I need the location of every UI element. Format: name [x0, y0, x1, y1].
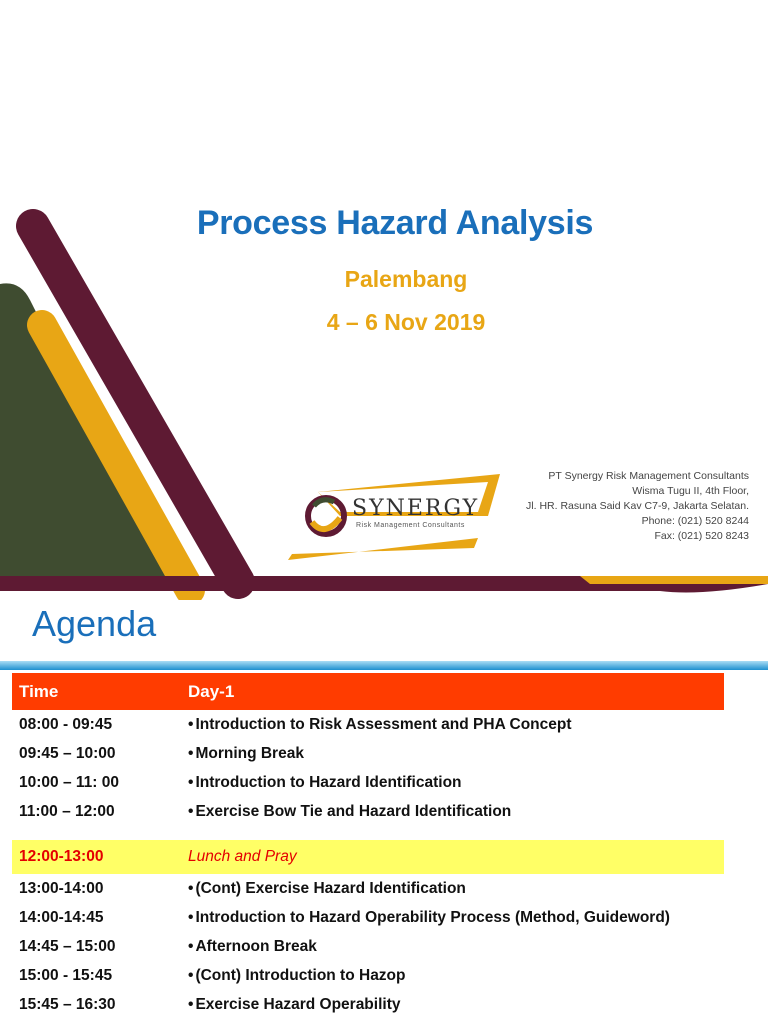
table-row — [12, 710, 724, 739]
agenda-divider — [0, 661, 768, 670]
gold-bottom-accent — [580, 576, 768, 584]
address-line: Phone: (021) 520 8244 — [641, 515, 749, 527]
row-time: 14:00-14:45 — [19, 908, 104, 926]
lunch-row — [12, 840, 724, 874]
row-time: 13:00-14:00 — [19, 879, 104, 897]
row-spacer — [12, 826, 724, 840]
table-row — [12, 739, 724, 768]
row-event: • Morning Break — [181, 739, 724, 768]
row-time: 15:00 - 15:45 — [19, 966, 113, 984]
address-line: Fax: (021) 520 8243 — [654, 530, 749, 542]
company-address — [526, 469, 749, 544]
address-line: Wisma Tugu II, 4th Floor, — [632, 485, 749, 497]
row-event: • Introduction to Risk Assessment and PHA Concept — [181, 710, 724, 739]
table-row — [12, 768, 724, 797]
logo-tagline: Risk Management Consultants — [356, 522, 465, 529]
logo-wordmark: SYNERGY — [352, 496, 480, 521]
table-row — [12, 874, 724, 903]
table-row — [12, 797, 724, 826]
row-event: • (Cont) Introduction to Hazop — [181, 961, 724, 990]
row-event: • (Cont) Exercise Hazard Identification — [181, 874, 724, 903]
address-line: Jl. HR. Rasuna Said Kav C7-9, Jakarta Selatan. — [526, 500, 749, 512]
table-row — [12, 932, 724, 961]
lunch-time: 12:00-13:00 — [12, 840, 181, 874]
agenda-title: Agenda — [32, 603, 157, 644]
row-time: 08:00 - 09:45 — [19, 715, 113, 733]
row-event: • Afternoon Break — [181, 932, 724, 961]
row-event: • Exercise Bow Tie and Hazard Identification — [181, 797, 724, 826]
row-time: 14:45 – 15:00 — [19, 937, 116, 955]
column-header-time: Time — [12, 673, 181, 710]
event-dates: 4 – 6 Nov 2019 — [326, 309, 486, 335]
lunch-event: Lunch and Pray — [181, 840, 724, 874]
row-time: 10:00 – 11: 00 — [19, 773, 119, 791]
row-time: 09:45 – 10:00 — [19, 744, 116, 762]
table-row — [12, 903, 724, 932]
table-row — [12, 990, 724, 1019]
row-time: 15:45 – 16:30 — [19, 995, 116, 1013]
address-line: PT Synergy Risk Management Consultants — [548, 470, 749, 482]
agenda-table — [12, 673, 724, 1019]
agenda-header-row — [12, 673, 724, 710]
row-event: • Introduction to Hazard Operability Process (Method, Guideword) — [181, 903, 724, 932]
row-event: • Exercise Hazard Operability — [181, 990, 724, 1019]
row-time: 11:00 – 12:00 — [19, 802, 115, 820]
row-event: • Introduction to Hazard Identification — [181, 768, 724, 797]
table-row — [12, 961, 724, 990]
event-location: Palembang — [344, 266, 468, 292]
page-title: Process Hazard Analysis — [196, 204, 594, 242]
column-header-day: Day-1 — [181, 673, 724, 710]
